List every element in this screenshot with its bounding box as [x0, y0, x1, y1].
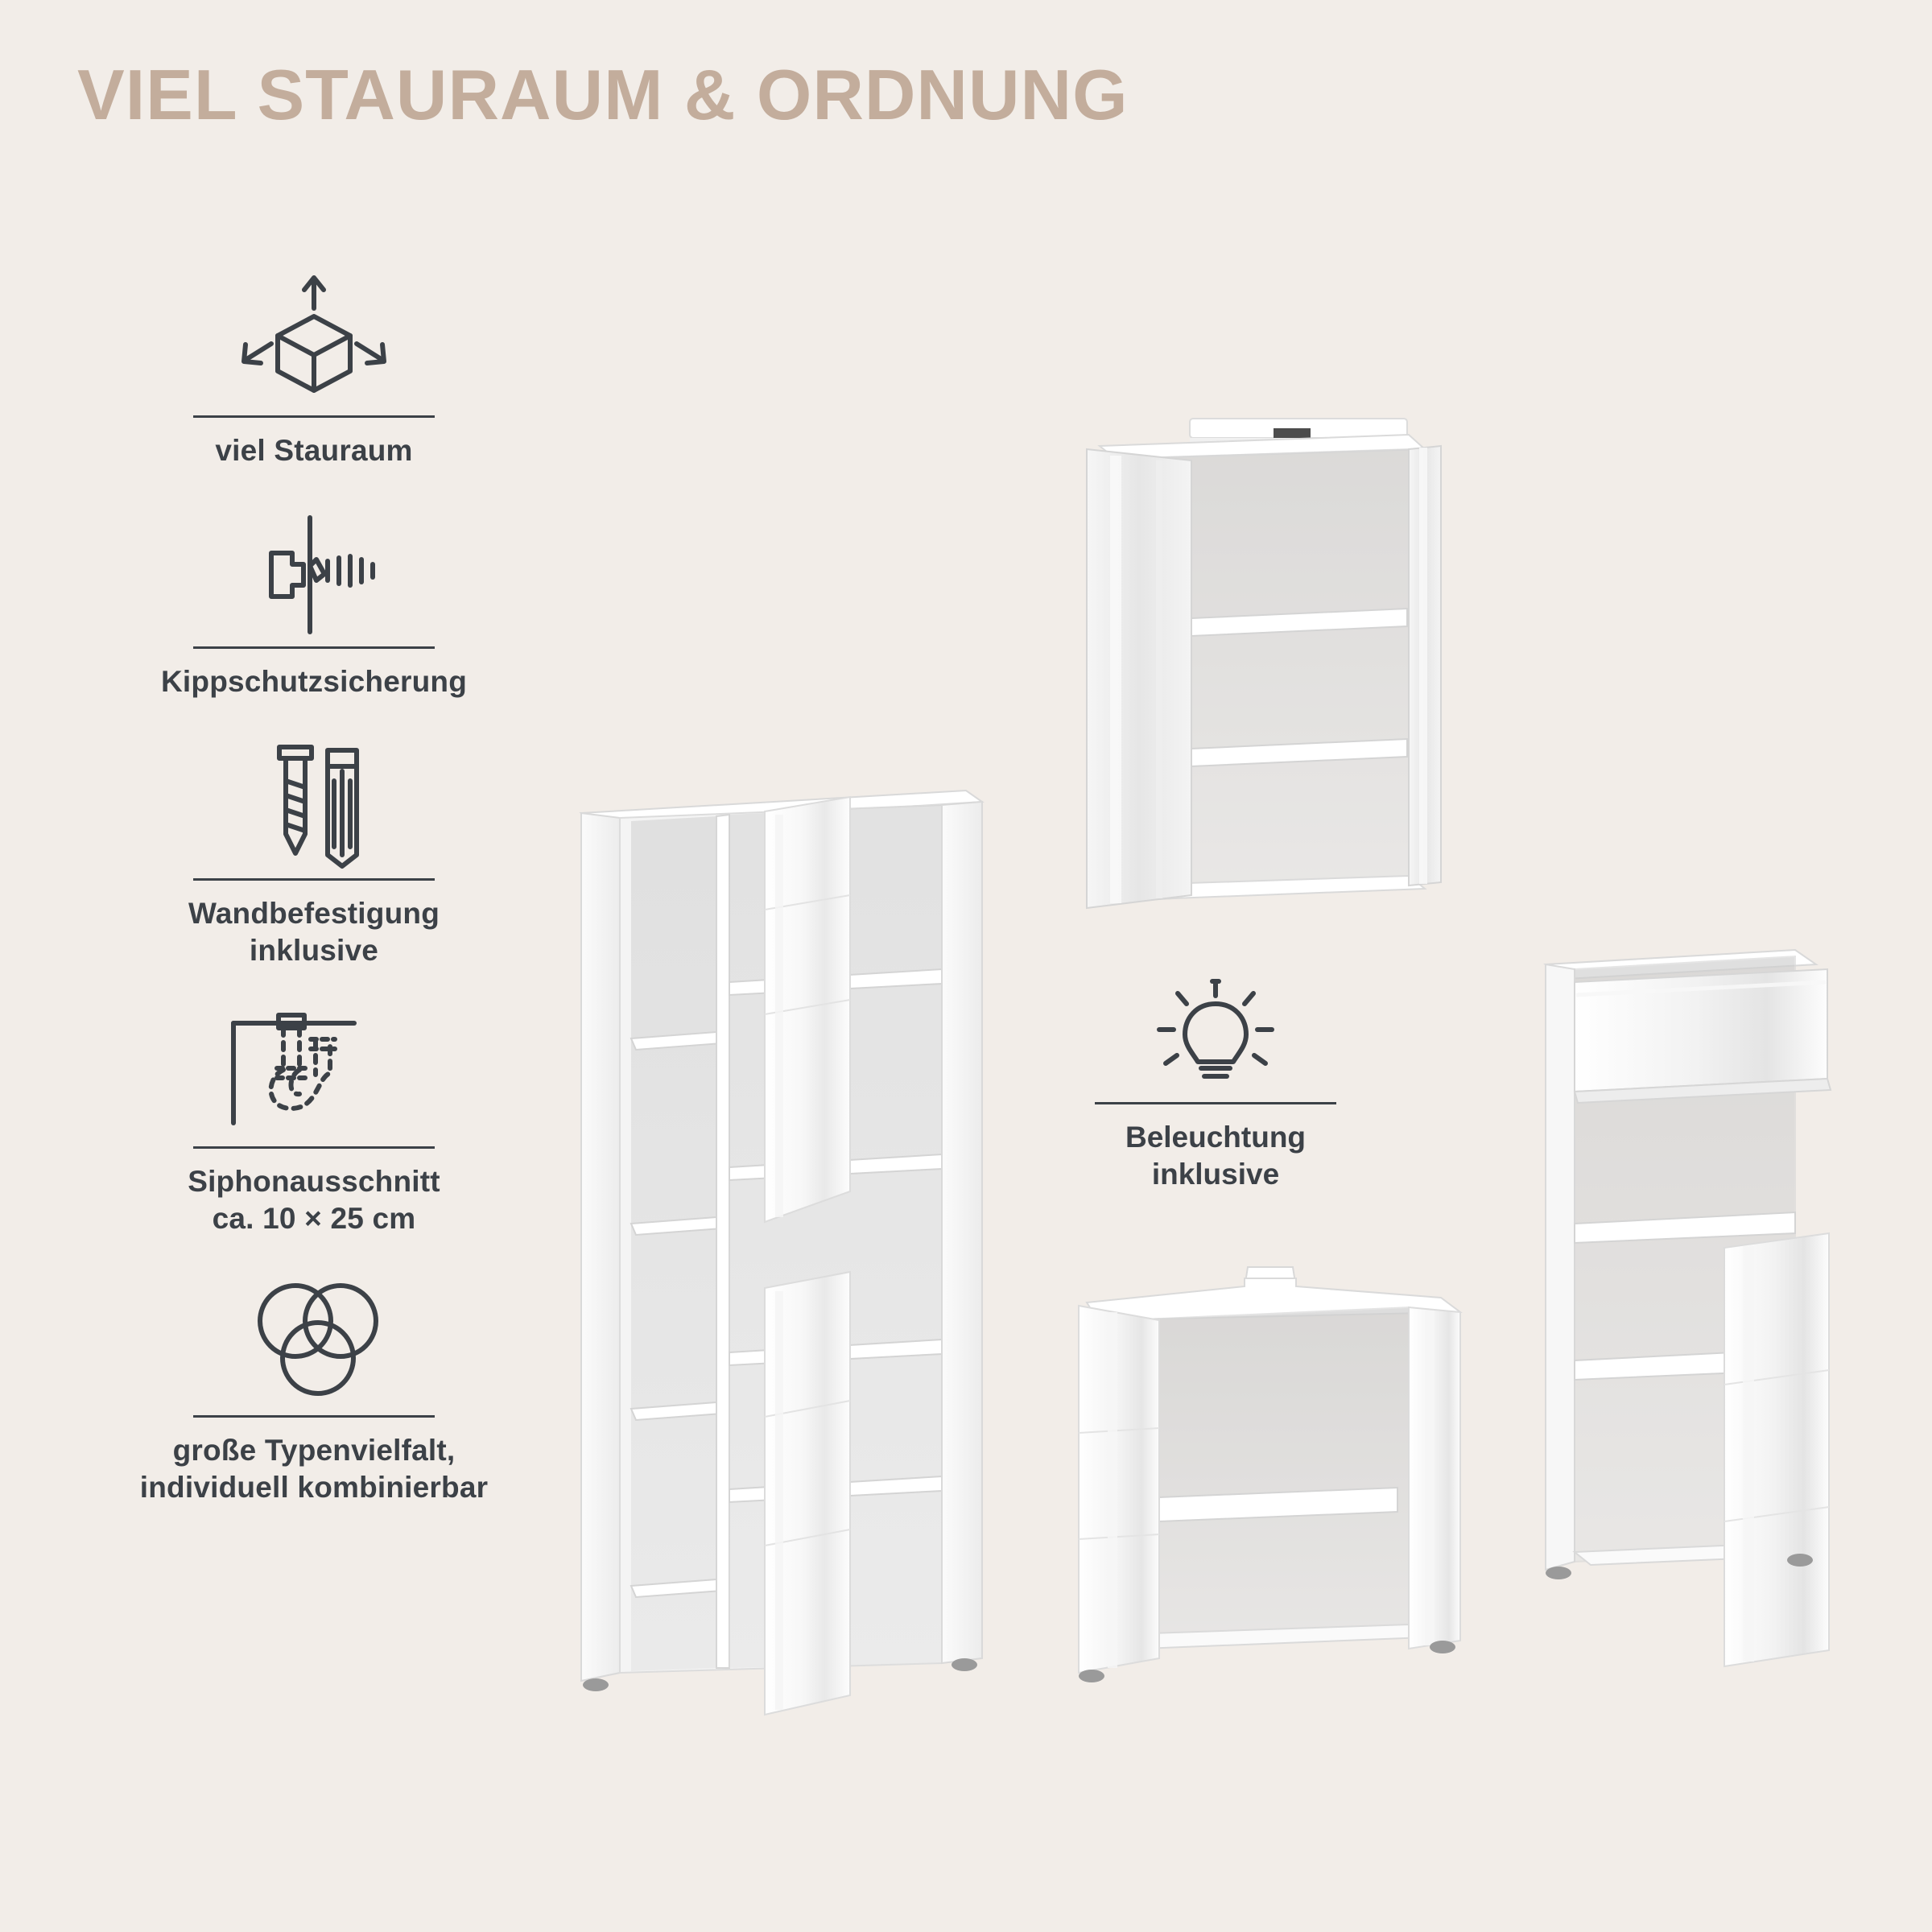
- feature-item-variety: [105, 1274, 523, 1507]
- feature-divider: [1095, 1102, 1336, 1104]
- feature-list: [105, 274, 523, 1542]
- storage-box-arrows-icon: [105, 274, 523, 411]
- feature-label-line2: inklusive: [1151, 1158, 1280, 1191]
- feature-label: [105, 895, 523, 970]
- feature-item-lighting: [1046, 966, 1385, 1194]
- screw-and-dowel-icon: [105, 737, 523, 873]
- feature-label-line1: große Typenvielfalt,: [172, 1433, 456, 1467]
- feature-label-line2: inklusive: [249, 933, 379, 967]
- feature-label: [1046, 1119, 1385, 1194]
- feature-label: Kippschutzsicherung: [161, 665, 467, 699]
- feature-label: viel Stauraum: [215, 434, 413, 467]
- lightbulb-icon: [1046, 966, 1385, 1099]
- feature-label: [105, 1163, 523, 1238]
- side-cabinet-with-drawer-and-door: [1530, 926, 1852, 1731]
- feature-label-line1: Siphonausschnitt: [188, 1165, 440, 1198]
- feature-divider: [193, 415, 435, 418]
- feature-label-line1: Wandbefestigung: [188, 896, 440, 930]
- feature-item-siphon: [105, 1005, 523, 1238]
- page-title: VIEL STAURAUM & ORDNUNG: [77, 55, 1129, 134]
- anti-tip-wall-anchor-icon: [105, 505, 523, 642]
- feature-label-line2: individuell kombinierbar: [139, 1470, 489, 1504]
- feature-label-line2: ca. 10 × 25 cm: [212, 1202, 416, 1236]
- feature-divider: [193, 1146, 435, 1149]
- feature-divider: [193, 1415, 435, 1418]
- feature-divider: [193, 646, 435, 649]
- feature-label: [105, 1432, 523, 1507]
- feature-item-wall-mount: [105, 737, 523, 970]
- feature-divider: [193, 878, 435, 881]
- siphon-cutout-icon: [105, 1005, 523, 1141]
- feature-label-line1: Beleuchtung: [1125, 1121, 1307, 1154]
- feature-item-storage: [105, 274, 523, 469]
- tall-cabinet-with-shelves-and-doors: [564, 773, 1014, 1723]
- mirror-wall-cabinet-with-light: [1071, 402, 1457, 966]
- feature-item-anti-tip: [105, 505, 523, 700]
- three-circles-variety-icon: [105, 1274, 523, 1410]
- vanity-washbasin-base-cabinet: [1063, 1256, 1481, 1707]
